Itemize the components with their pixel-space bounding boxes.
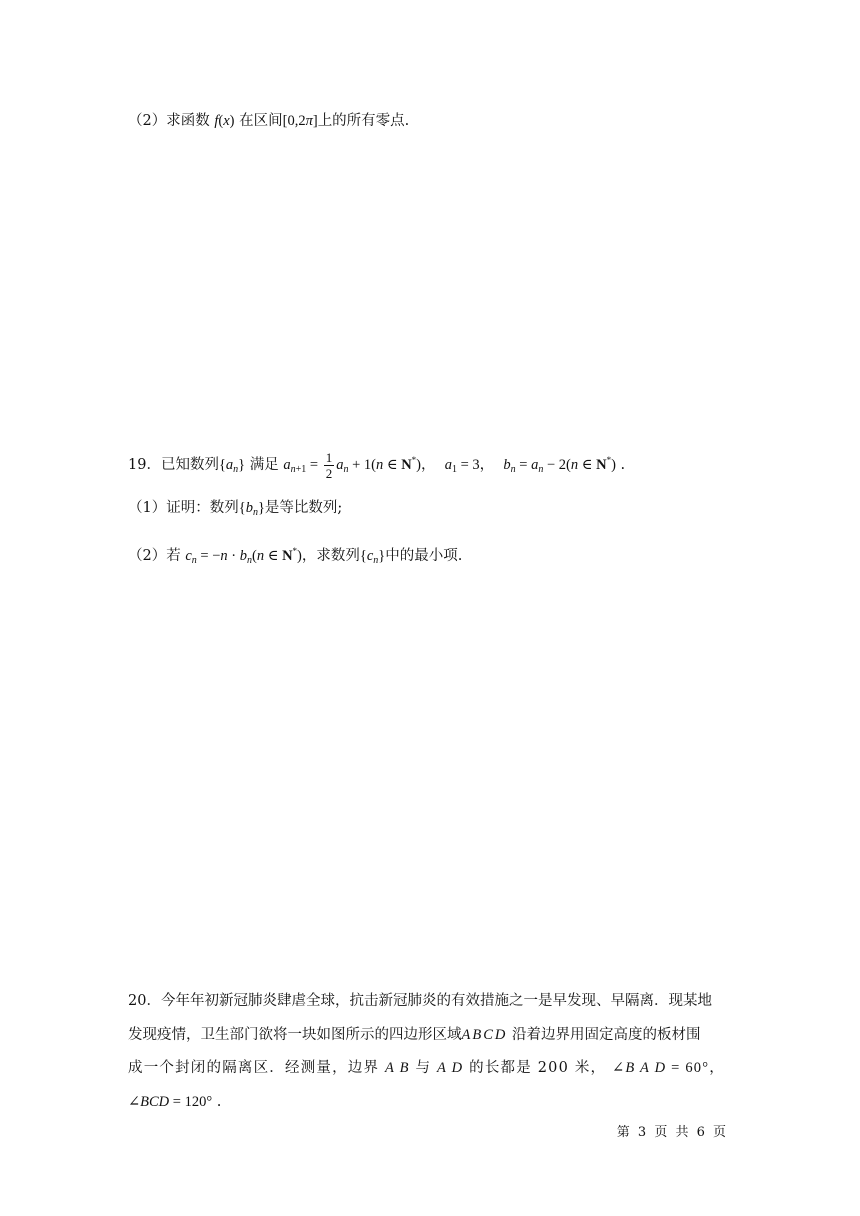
region-abcd: ABCD	[461, 1026, 508, 1043]
q20-line1	[128, 985, 738, 1019]
q19-text2: 满足	[249, 457, 279, 473]
angle-bcd: ∠BCD = 120°	[128, 1093, 213, 1110]
q20-paragraph	[128, 985, 738, 1119]
q19-text1: 已知数列	[160, 457, 219, 473]
q19-part1-label: （1）	[128, 500, 167, 516]
page-footer: 第 3 页 共 6 页	[616, 1125, 728, 1140]
q19-text5: .	[620, 457, 626, 473]
q19-part2	[128, 545, 462, 567]
cn-definition: $c_n = -n \cdot b_n(n$ ∈ N*)	[185, 546, 302, 566]
initial-a1: $a_1 = 3$	[444, 457, 480, 475]
q20-text3: 成一个封闭的隔离区．经测量，边界	[128, 1060, 380, 1076]
q20-text2: 发现疫情，卫生部门欲将一块如图所示的四边形区域	[128, 1026, 462, 1043]
q18-part2-text3: 上的所有零点.	[317, 113, 410, 129]
seq-bn: $\{b_n\}$	[238, 500, 265, 518]
q18-part2-text1: 求函数	[166, 113, 210, 129]
seq-cn: $\{c_n\}$	[359, 548, 386, 566]
q20-text3c: 的长都是 200 米，	[469, 1060, 607, 1076]
q19-part2-text3: 中的最小项.	[385, 548, 463, 564]
edge-ad: A D	[437, 1060, 464, 1076]
seq-an: $\{a_n\}$	[218, 457, 246, 475]
q19-part2-text2: ，求数列	[301, 548, 360, 564]
q20-text3d: ，	[709, 1060, 725, 1076]
q18-part2-label: （2）	[128, 113, 167, 129]
edge-ab: A B	[385, 1060, 410, 1076]
q19-part1	[128, 497, 342, 519]
q20-text1: 今年年初新冠肺炎肆虐全球，抗击新冠肺炎的有效措施之一是早发现、早隔离．现某地	[160, 993, 712, 1009]
recurrence-formula: $a_{n+1}$ = $\frac{1}{2}$ $a_n + 1(n$ ∈ N*)	[283, 450, 422, 482]
interval: [0,2π]	[282, 113, 318, 129]
bn-definition: $b_n = a_n - 2(n$ ∈ N*)	[503, 455, 616, 475]
q19-stem	[128, 450, 625, 481]
paren-x: (x)	[218, 113, 235, 129]
q20-line2	[128, 1019, 738, 1053]
angle-bad: ∠B A D = 60°	[612, 1060, 710, 1076]
q19-part2-text1: 若	[166, 548, 181, 564]
q19-part1-text1: 证明：数列	[166, 500, 239, 516]
q18-part2-text2: 在区间	[239, 113, 283, 129]
q19-number: 19．	[128, 457, 161, 473]
q19-text4: ，	[479, 457, 495, 473]
q20-line3	[128, 1052, 738, 1086]
q18-part2	[128, 110, 409, 132]
function-fx: f	[214, 113, 219, 129]
q19-text3: ，	[421, 457, 436, 473]
q20-text2b: 沿着边界用固定高度的板材围	[511, 1026, 701, 1043]
q19-part2-label: （2）	[128, 548, 167, 564]
q20-number: 20．	[128, 993, 161, 1009]
q20-line4: ∠BCD = 120° .	[128, 1093, 222, 1110]
q20-text3b: 与	[415, 1060, 432, 1076]
q19-part1-text2: 是等比数列;	[264, 500, 343, 516]
